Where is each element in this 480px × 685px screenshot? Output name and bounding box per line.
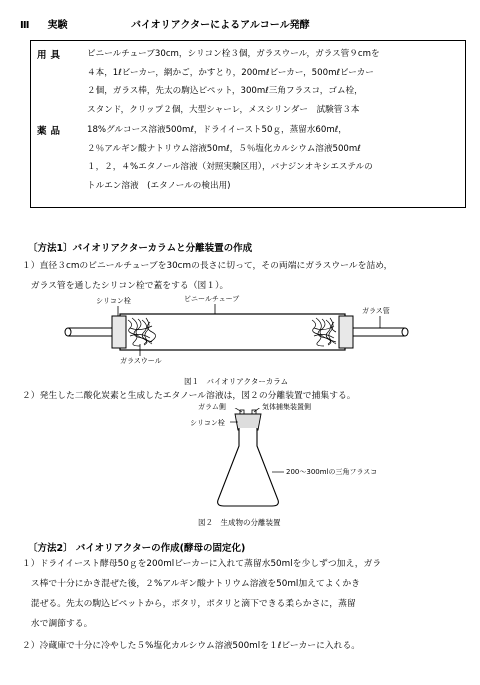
method2-step1-line: 水で調節する。 bbox=[22, 619, 93, 629]
fig1-caption: 図１ バイオリアクターカラム bbox=[184, 377, 289, 386]
erlenmeyer-flask bbox=[218, 428, 279, 506]
glass-tube-left-end bbox=[65, 328, 71, 336]
figure1-column-diagram bbox=[0, 292, 480, 372]
fig2-label-collector: 気体捕集装置側 bbox=[262, 403, 311, 411]
chemicals-line: 18%グルコース溶液500mℓ，ドライイースト50ｇ，蒸留水60mℓ， bbox=[87, 125, 347, 135]
tools-line: ４本，1ℓビーカー，網かご，かすとり，200mℓビーカー，500mℓビーカー bbox=[87, 67, 374, 78]
method1-title: 〔方法1〕バイオリアクターカラムと分離装置の作成 bbox=[28, 243, 253, 254]
fig1-label-wool: ガラスウール bbox=[120, 357, 162, 365]
vinyl-tube bbox=[120, 314, 345, 350]
method1-step1 bbox=[22, 256, 468, 296]
fig1-label-glass-tube: ガラス管 bbox=[362, 307, 390, 315]
fig2-label-silicone: シリコン栓 bbox=[190, 419, 225, 427]
method2-step2-line: ２）冷蔵庫で十分に冷やした５%塩化カルシウム溶液500mlを１ℓビーカーに入れる。 bbox=[22, 641, 361, 651]
method2-step1-line: １）ドライイースト酵母50ｇを200mlビーカーに入れて蒸留水50mlを少しずつ加え，ガラ bbox=[22, 559, 382, 569]
tools-list bbox=[87, 45, 461, 119]
fig1-label-tube: ビニールチューブ bbox=[184, 295, 240, 303]
chemicals-list bbox=[87, 121, 461, 195]
method2-step1-line: ス棒で十分にかき混ぜた後，２%アルギン酸ナトリウム溶液を50ml加えてよくかき bbox=[22, 579, 360, 589]
section-title: バイオリアクターによるアルコール発酵 bbox=[130, 20, 310, 31]
method2-step2 bbox=[22, 636, 468, 656]
section-label: 実験 bbox=[47, 20, 68, 31]
method1-step2 bbox=[22, 386, 468, 406]
flask-stopper bbox=[235, 414, 261, 430]
tools-line: ビニールチューブ30cm，シリコン栓３個，ガラスウール，ガラス管９cmを bbox=[87, 49, 380, 59]
tools-line: スタンド，クリップ２個，大型シャーレ，メスシリンダー 試験管３本 bbox=[87, 104, 360, 115]
method2-step1 bbox=[22, 554, 468, 634]
fig2-caption: 図２ 生成物の分離装置 bbox=[198, 518, 281, 527]
section-heading bbox=[20, 16, 310, 31]
glass-tube-right-end bbox=[402, 328, 408, 336]
fig1-label-silicone: シリコン栓 bbox=[96, 297, 131, 305]
fig2-label-gas-side: ガラム側 bbox=[198, 403, 226, 411]
section-number: Ⅲ bbox=[20, 20, 30, 31]
silicone-stopper-right bbox=[339, 316, 353, 348]
method1-step2-line: ２）発生した二酸化炭素と生成したエタノール溶液は，図２の分離装置で捕集する。 bbox=[22, 391, 356, 401]
method1-step1-line: ガラス管を通したシリコン栓で蓋をする（図１）。 bbox=[22, 281, 229, 291]
silicone-stopper-left bbox=[112, 316, 126, 348]
tools-label: 用具 bbox=[37, 50, 65, 61]
materials-table bbox=[30, 40, 466, 208]
fig2-label-flask: 200～300mlの三角フラスコ bbox=[286, 468, 378, 476]
tools-line: ２個，ガラス棒，先太の駒込ピペット，300mℓ三角フラスコ，ゴム栓， bbox=[87, 86, 363, 96]
chemicals-line: ２％アルギン酸ナトリウム溶液50mℓ，５％塩化カルシウム溶液500mℓ bbox=[87, 143, 361, 154]
chemicals-line: トルエン溶液 (エタノールの検出用) bbox=[87, 180, 231, 191]
chemicals-line: １，２，４%エタノール溶液（対照実験区用），バナジンオキシエステルの bbox=[87, 162, 373, 172]
chemicals-label: 薬品 bbox=[37, 126, 65, 137]
method1-step1-line: １）直径３cmのビニールチューブを30cmの長さに切って，その両端にガラスウールを詰め， bbox=[22, 261, 393, 271]
glass-tube-right bbox=[345, 328, 405, 336]
method2-step1-line: 混ぜる。先太の駒込ピペットから，ポタリ，ポタリと滴下できる柔らかさに，蒸留 bbox=[22, 599, 356, 609]
method2-title: 〔方法2〕 バイオリアクターの作成(酵母の固定化) bbox=[28, 543, 246, 554]
figure2-flask-diagram bbox=[0, 408, 480, 520]
